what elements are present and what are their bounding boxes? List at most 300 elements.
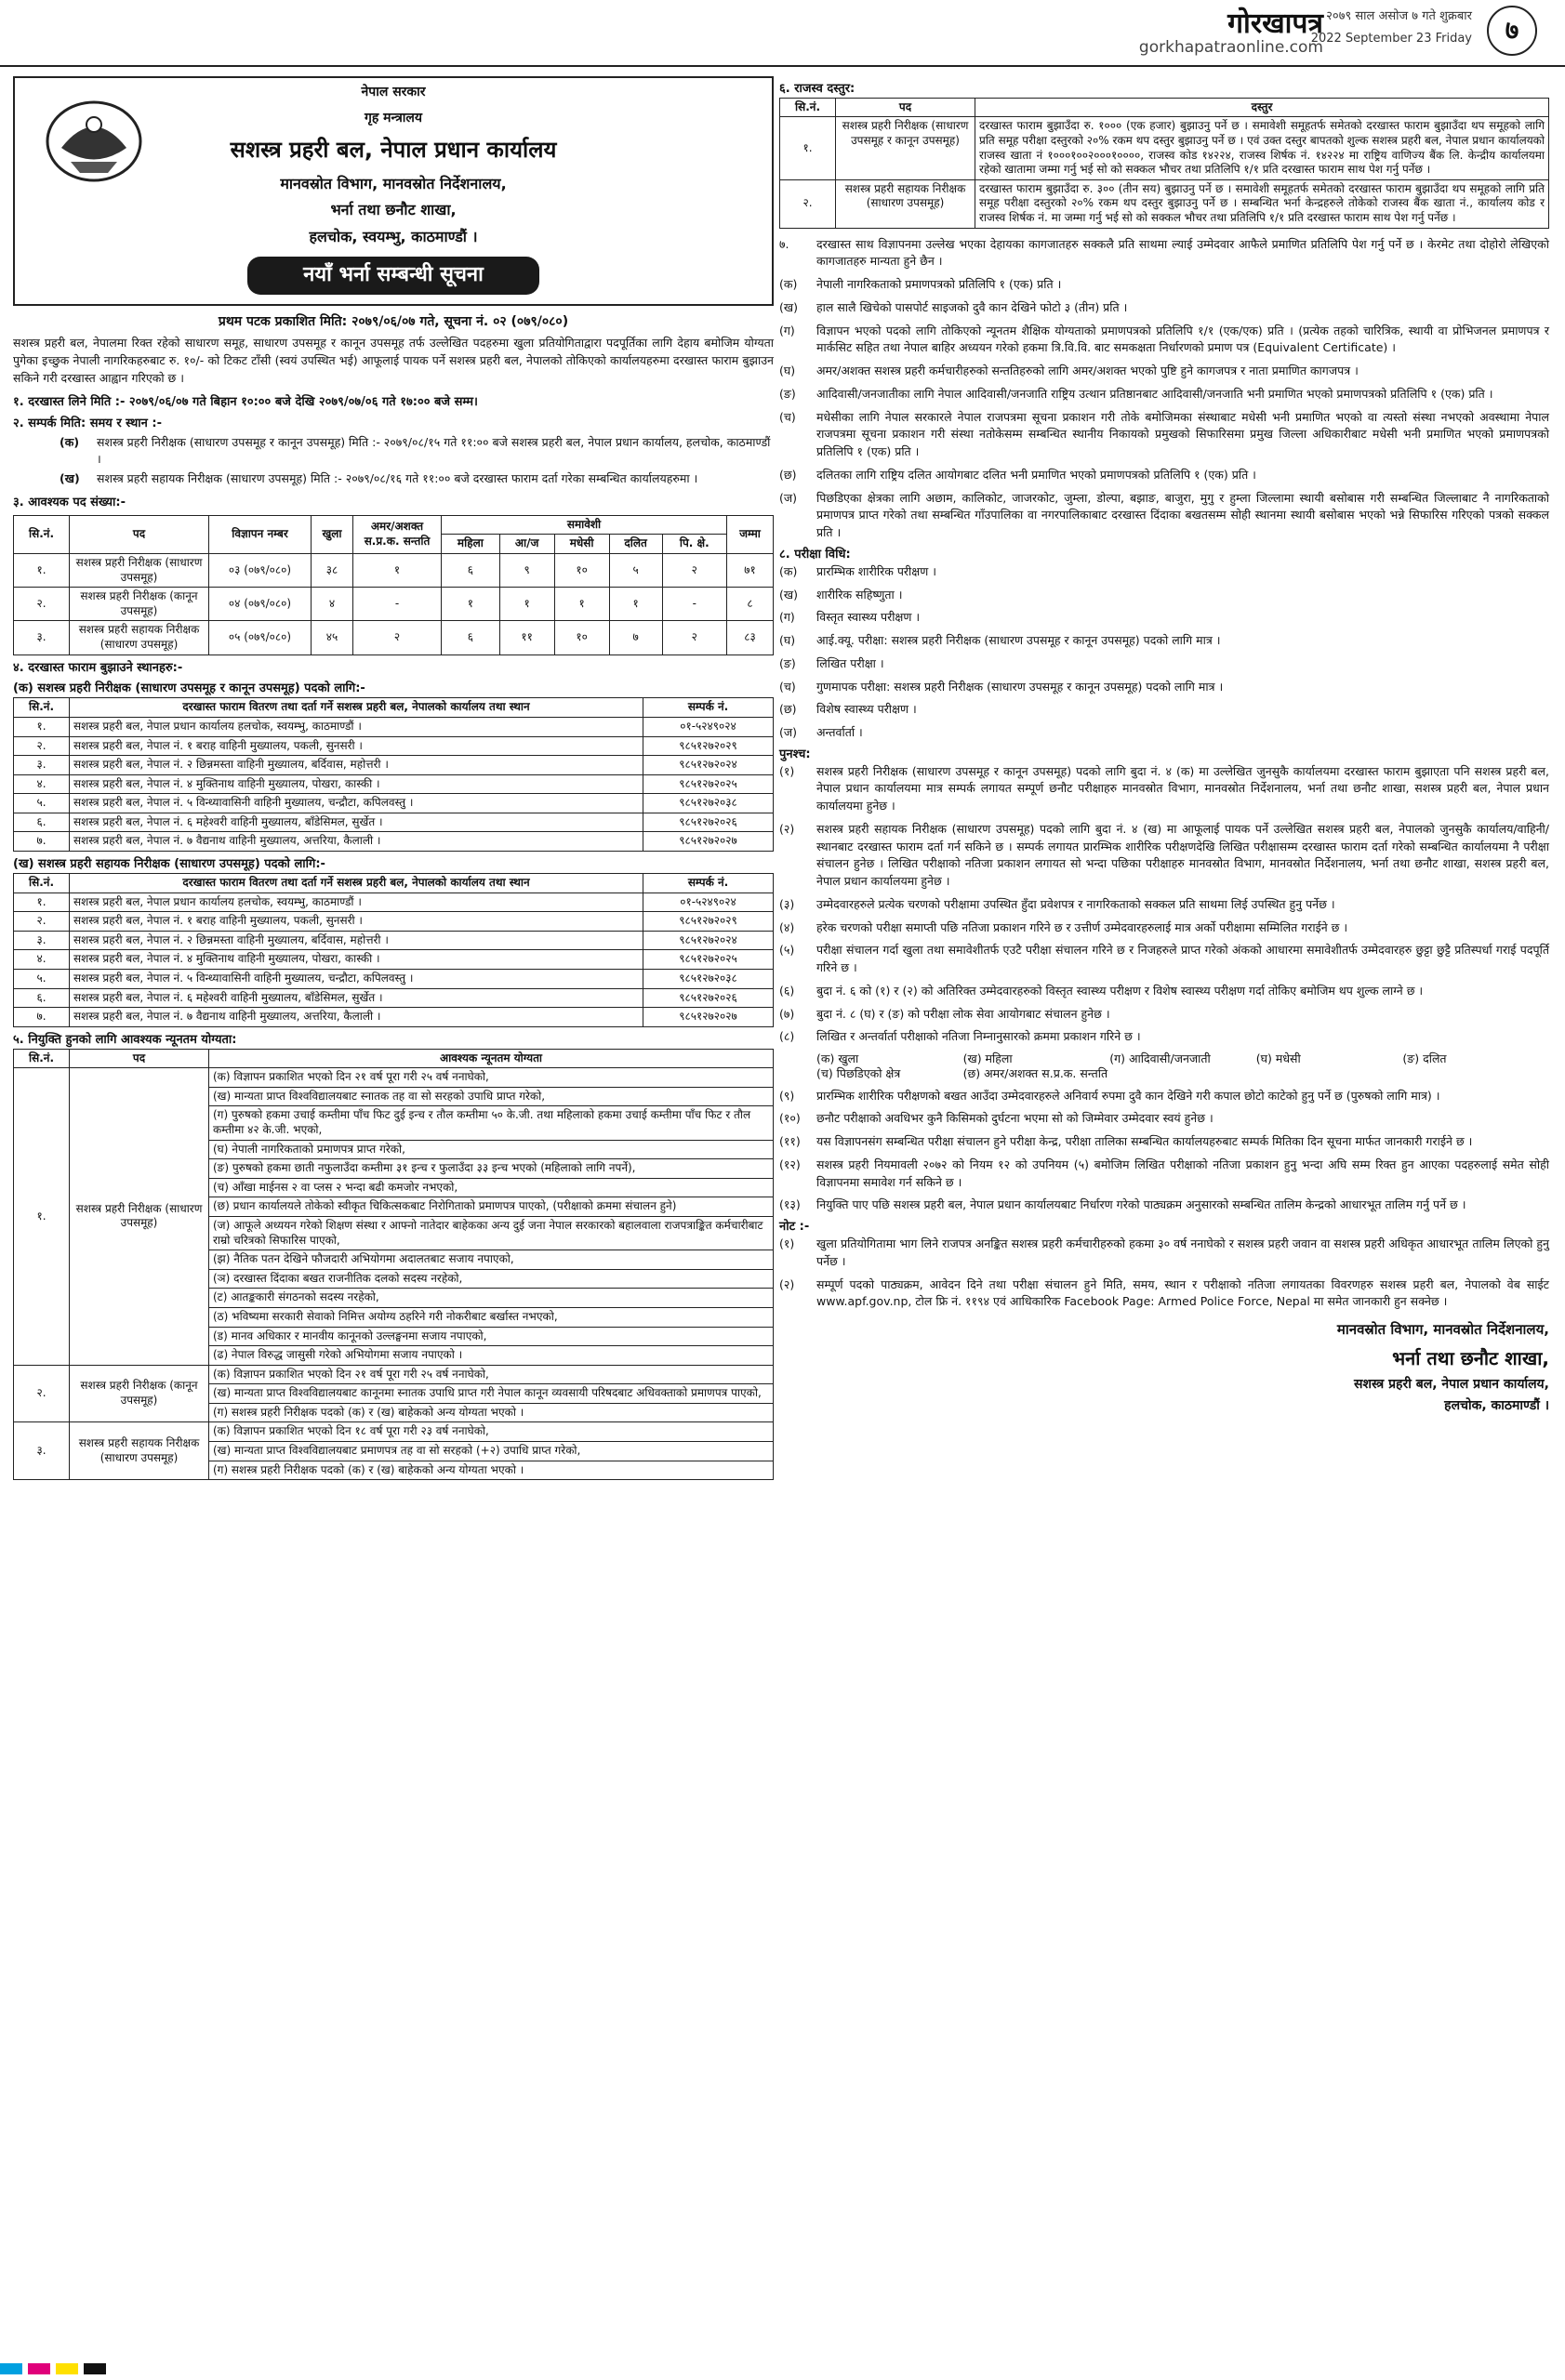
cell-contact: ९८५१२७२०३८ bbox=[643, 794, 774, 813]
item-text: अमर/अशक्त सशस्त्र प्रहरी कर्मचारीहरुको सन्ततिहरुको लागि अमर/अशक्त भएको पुष्टि हुने कागजपत्र र नाता प्रमाणित कागजपत्र । bbox=[816, 364, 1359, 378]
item-text: अन्तर्वार्ता । bbox=[816, 725, 863, 740]
cell-pi: - bbox=[662, 588, 726, 621]
list-item bbox=[779, 763, 1549, 815]
th-sn: सि.नं. bbox=[780, 98, 836, 117]
cell-contact: ०१-५२४९०२४ bbox=[643, 892, 774, 912]
cell-place: सशस्त्र प्रहरी बल, नेपाल नं. ७ वैद्यनाथ वाहिनी मुख्यालय, अत्तरिया, कैलाली । bbox=[70, 832, 643, 852]
cell-amar: २ bbox=[353, 621, 442, 654]
th-open: खुला bbox=[312, 515, 353, 553]
cell-sn: ६. bbox=[14, 988, 70, 1008]
item-text: उम्मेदवारहरुले प्रत्येक चरणको परीक्षामा उपस्थित हुँदा प्रवेशपत्र र नागरिकताको सक्कल प्रति साथमा लिई उपस्थित हुनु पर्नेछ । bbox=[816, 896, 1335, 911]
th-qual: आवश्यक न्यूनतम योग्यता bbox=[209, 1049, 774, 1068]
cell-sn: १. bbox=[14, 1068, 70, 1366]
th-inclusive: समावेशी bbox=[442, 515, 727, 535]
marker: (घ) bbox=[779, 364, 796, 378]
cell-contact: ९८५१२७२०२९ bbox=[643, 912, 774, 932]
list-item bbox=[779, 1276, 1549, 1312]
cell-place: सशस्त्र प्रहरी बल, नेपाल नं. ४ मुक्तिनाथ वाहिनी मुख्यालय, पोखरा, कास्की । bbox=[70, 950, 643, 970]
cell-post: सशस्त्र प्रहरी सहायक निरीक्षक (साधारण उपसमूह) bbox=[836, 179, 975, 228]
contact-item-b bbox=[60, 470, 774, 488]
cell-place: सशस्त्र प्रहरी बल, नेपाल नं. १ बराह वाहिनी मुख्यालय, पकली, सुनसरी । bbox=[70, 912, 643, 932]
table-row bbox=[14, 892, 774, 912]
cell-sn: २. bbox=[14, 736, 70, 756]
offices-table-a bbox=[13, 697, 774, 852]
section-6-heading: ६. राजस्व दस्तुर: bbox=[779, 82, 855, 96]
th-aj: आ/ज bbox=[499, 535, 554, 554]
list-item bbox=[779, 679, 1549, 696]
marker: (११) bbox=[779, 1134, 801, 1149]
cell-post: सशस्त्र प्रहरी निरीक्षक (कानून उपसमूह) bbox=[70, 1365, 209, 1422]
cell-aj: ९ bbox=[499, 553, 554, 587]
table-row bbox=[14, 621, 774, 654]
marker: (७) bbox=[779, 1006, 795, 1021]
item-text: विज्ञापन भएको पदको लागि तोकिएको न्यूनतम शैक्षिक योग्यताको प्रमाणपत्रको प्रतिलिपि १/१ (एक/एक) प्रति । (प्रत्येक तहको चारित्रिक, स्थायी वा प्रोभिजनल प्रमाणपत्र र मार्कसिट सहित तथा नेपाल बाहिर अध्ययन गरेको हकमा त्रि.वि.वि. बाट समकक्षता निर्धारणको प्रमाण पत्र (Equivalent Certificate) । bbox=[816, 323, 1549, 355]
marker: (ग) bbox=[779, 610, 795, 625]
cell-sn: ३. bbox=[14, 1422, 70, 1480]
newspaper-site[interactable]: gorkhapatraonline.com bbox=[1138, 38, 1323, 57]
th-sn: सि.नं. bbox=[14, 873, 70, 892]
cell-sn: १. bbox=[14, 553, 70, 587]
cell-adv: ०४ (०७९/०८०) bbox=[209, 588, 312, 621]
list-item bbox=[779, 655, 1549, 673]
cell-pi: २ bbox=[662, 553, 726, 587]
item-text: प्रारम्भिक शारीरिक परीक्षण । bbox=[816, 563, 936, 578]
item-text: मधेसीका लागि नेपाल सरकारले नेपाल राजपत्रमा सूचना प्रकाशन गरी तोके बमोजिमका संस्थाबाट मधेसी भनी प्रमाणित भएको वा त्यस्तो संस्था नभएको अवस्थामा नेपाल राजपत्रमा सूचना प्रकाशन गरी संस्था नतोकेसम्म सम्बन्धित स्थानीय निकायको प्रमुखको सिफारिसमा प्रमुख जिल्ला अधिकारीबाट मधेसी भनी प्रमाणित भएको प्रमाणपत्रको प्रतिलिपि १ (एक) प्रति । bbox=[816, 409, 1549, 459]
cell-total: ७१ bbox=[727, 553, 774, 587]
publication-date: प्रथम पटक प्रकाशित मिति: २०७९/०६/०७ गते, सूचना नं. ०२ (०७९/०८०) bbox=[218, 313, 569, 329]
documents-list bbox=[779, 276, 1549, 542]
cell-qualification: (ग) सशस्त्र प्रहरी निरीक्षक पदको (क) र (ख) बाहेकको अन्य योग्यता भएको । bbox=[209, 1403, 774, 1422]
gov-name: नेपाल सरकार bbox=[361, 85, 426, 99]
th-contact: सम्पर्क नं. bbox=[643, 873, 774, 892]
item-text: आई.क्यू. परीक्षा: सशस्त्र प्रहरी निरीक्षक (साधारण उपसमूह र कानून उपसमूह) पदको लागि मात्र । bbox=[816, 633, 1221, 648]
list-item bbox=[779, 323, 1549, 358]
cell-fee: दरखास्त फाराम बुझाउँदा रु. ३०० (तीन सय) बुझाउनु पर्ने छ । समावेशी समूहतर्फ समेतको दरखास्त फाराम बुझाउँदा थप समूहको लागि प्रति समूह परीक्षा दस्तुरको २०% रकम थप दस्तुर बुझाउनु पर्ने छ । सम्बन्धित भर्ना केन्द्रहरुले तोकेको राजस्व बैंक खाता नं., कार्यालय कोड र राजस्व शिर्षक नं. मा जम्मा गर्नु भई सो को सक्कल भौचर तथा प्रतिलिपि १/१ प्रति दरखास्त फाराम साथ पेश गर्नु पर्नेछ । bbox=[975, 179, 1549, 228]
notes-heading: पुनश्च: bbox=[779, 747, 811, 761]
note-list bbox=[779, 1236, 1549, 1311]
cell-dalit: ७ bbox=[609, 621, 662, 654]
item-text: परीक्षा संचालन गर्दा खुला तथा समावेशीतर्फ एउटै परीक्षा संचालन गरिने छ र निजहरुले प्राप्त गरेको अंकको आधारमा समावेशीतर्फ उम्मेदवारहरु छुट्टा छुट्टै प्रतिस्पर्धा गराई पदपूर्ति गरिने छ । bbox=[816, 943, 1549, 975]
list-item bbox=[779, 299, 1549, 317]
list-item bbox=[779, 942, 1549, 977]
cell-adv: ०५ (०७९/०८०) bbox=[209, 621, 312, 654]
cell-dalit: १ bbox=[609, 588, 662, 621]
cell-place: सशस्त्र प्रहरी बल, नेपाल नं. २ छिन्नमस्ता वाहिनी मुख्यालय, बर्दिवास, महोत्तरी । bbox=[70, 756, 643, 775]
marker: (३) bbox=[779, 896, 795, 911]
cell-qualification: (ख) मान्यता प्राप्त विश्वविद्यालयबाट स्नातक तह वा सो सरहको उपाधि प्राप्त गरेको, bbox=[209, 1087, 774, 1106]
cell-sn: १. bbox=[14, 717, 70, 736]
th-sn: सि.नं. bbox=[14, 698, 70, 718]
qualification-table bbox=[13, 1049, 774, 1481]
table-row bbox=[14, 1008, 774, 1027]
sign-line-1: मानवस्रोत विभाग, मानवस्रोत निर्देशनालय, bbox=[1336, 1321, 1549, 1339]
list-item bbox=[779, 632, 1549, 650]
cell-total: ८३ bbox=[727, 621, 774, 654]
cell-qualification: (ट) आतङ्ककारी संगठनको सदस्य नरहेको, bbox=[209, 1289, 774, 1308]
cell-qualification: (ख) मान्यता प्राप्त विश्वविद्यालयबाट कानूनमा स्नातक उपाधि प्राप्त गरी नेपाल कानून व्यवसायी परिषदबाट अधिवक्ताको प्रमाणपत्र पाएको, bbox=[209, 1384, 774, 1404]
cell-adv: ०३ (०७९/०८०) bbox=[209, 553, 312, 587]
section-2-heading: २. सम्पर्क मिति: समय र स्थान :- bbox=[13, 416, 162, 430]
marker: (क) bbox=[779, 277, 798, 292]
cell-place: सशस्त्र प्रहरी बल, नेपाल नं. २ छिन्नमस्ता वाहिनी मुख्यालय, बर्दिवास, महोत्तरी । bbox=[70, 931, 643, 950]
marker: (६) bbox=[779, 983, 795, 998]
th-adv: विज्ञापन नम्बर bbox=[209, 515, 312, 553]
cell-place: सशस्त्र प्रहरी बल, नेपाल नं. ५ विन्ध्यावासिनी वाहिनी मुख्यालय, चन्द्रौटा, कपिलवस्तु । bbox=[70, 794, 643, 813]
marker: (च) bbox=[779, 679, 796, 694]
note-heading: नोट :- bbox=[779, 1220, 810, 1235]
cell-contact: ९८५१२७२०२७ bbox=[643, 832, 774, 852]
item-text: यस विज्ञापनसंग सम्बन्धित परीक्षा संचालन हुने परीक्षा केन्द्र, परीक्षा तालिका सम्बन्धित कार्यालयहरुबाट सम्पर्क मितिका दिन सूचना मार्फत जानकारी गराईने छ । bbox=[816, 1134, 1473, 1149]
list-item bbox=[779, 587, 1549, 604]
fee-table bbox=[779, 98, 1549, 229]
org-branch: भर्ना तथा छनौट शाखा, bbox=[330, 201, 457, 219]
section-8-heading: ८. परीक्षा विधि: bbox=[779, 547, 851, 562]
cell-post: सशस्त्र प्रहरी निरीक्षक (साधारण उपसमूह र कानून उपसमूह) bbox=[836, 117, 975, 179]
item-text: खुला प्रतियोगितामा भाग लिने राजपत्र अनङ्कित सशस्त्र प्रहरी कर्मचारीहरुको हकमा ३० वर्ष ननाघेको र सशस्त्र प्रहरी जवान वा सशस्त्र प्रहरी अधिकृत आधारभूत तालिम लिएको हुनु पर्नेछ । bbox=[816, 1236, 1549, 1268]
ministry-name: गृह मन्त्रालय bbox=[364, 111, 423, 126]
marker: (४) bbox=[779, 919, 795, 934]
cell-aj: १ bbox=[499, 588, 554, 621]
item-text: दलितका लागि राष्ट्रिय दलित आयोगबाट दलित भनी प्रमाणित भएको प्रमाणपत्रको प्रतिलिपि १ (एक) प्रति । bbox=[816, 467, 1256, 482]
cell-place: सशस्त्र प्रहरी बल, नेपाल प्रधान कार्यालय हलचोक, स्वयम्भु, काठमाण्डौं । bbox=[70, 892, 643, 912]
item-text: प्रारम्भिक शारीरिक परीक्षणको बखत आउँदा उम्मेदवारहरुले अनिवार्य रुपमा दुवै कान देखिने गरी कपाल छोटो काटेको हुनु पर्ने छ (पुरुषको लागि मात्र) । bbox=[816, 1088, 1440, 1103]
cell-madh: १ bbox=[554, 588, 609, 621]
cell-aj: ११ bbox=[499, 621, 554, 654]
cell-sn: ३. bbox=[14, 931, 70, 950]
exam-method-list bbox=[779, 563, 1549, 742]
list-item bbox=[779, 896, 1549, 914]
sign-line-2: भर्ना तथा छनौट शाखा, bbox=[1392, 1346, 1549, 1369]
page-number: ७ bbox=[1487, 6, 1537, 56]
section-1: १. दरखास्त लिने मिति :- २०७९/०६/०७ गते बिहान १०:०० बजे देखि २०७९/०७/०६ गते १७:०० बजे सम्म। bbox=[13, 394, 478, 409]
table-row bbox=[14, 1422, 774, 1442]
th-total: जम्मा bbox=[727, 515, 774, 553]
th-post: पद bbox=[70, 1049, 209, 1068]
cell-qualification: (ठ) भविष्यमा सरकारी सेवाको निमित्त अयोग्य ठहरिने गरी नोकरीबाट बर्खास्त नभएको, bbox=[209, 1307, 774, 1327]
list-item bbox=[779, 1028, 1549, 1046]
list-item bbox=[779, 919, 1549, 937]
marker: (क) bbox=[779, 563, 798, 578]
item-text: सम्पूर्ण पदको पाठ्यक्रम, आवेदन दिने तथा परीक्षा संचालन हुने मिति, समय, स्थान र परीक्षाको नतिजा लगायतका विवरणहरु सशस्त्र प्रहरी बल, नेपालको वेब साईट www.apf.gov.np, टोल फ्रि नं. ११९४ एवं आधिकारिक Facebook Page: Armed Police Force, Nepal मा समेत जानकारी हुन सक्नेछ । bbox=[816, 1276, 1549, 1309]
black-swatch bbox=[84, 2363, 106, 2374]
contact-text: सशस्त्र प्रहरी सहायक निरीक्षक (साधारण उपसमूह) मिति :- २०७९/०८/१६ गते ११:०० बजे दरखास्त फाराम दर्ता गरेका सम्बन्धित कार्यालयहरुमा । bbox=[97, 471, 698, 486]
cell-sn: ५. bbox=[14, 794, 70, 813]
marker: ७. bbox=[779, 236, 789, 251]
th-amar: अमर/अशक्त स.प्र.क. सन्तति bbox=[353, 515, 442, 553]
date-english: 2022 September 23 Friday bbox=[1310, 32, 1472, 46]
marker: (छ) bbox=[779, 467, 797, 482]
table-row bbox=[14, 813, 774, 832]
cell-post: सशस्त्र प्रहरी निरीक्षक (कानून उपसमूह) bbox=[70, 588, 209, 621]
contact-item-a bbox=[60, 434, 774, 469]
list-item bbox=[779, 609, 1549, 627]
table-row bbox=[14, 988, 774, 1008]
cell-place: सशस्त्र प्रहरी बल, नेपाल नं. ६ महेश्वरी वाहिनी मुख्यालय, बाँडेसिमल, सुर्खेत । bbox=[70, 988, 643, 1008]
cell-open: ४५ bbox=[312, 621, 353, 654]
marker: (ङ) bbox=[779, 655, 796, 670]
item-text: बुदा नं. ८ (घ) र (ङ) को परीक्षा लोक सेवा आयोगबाट संचालन हुनेछ । bbox=[816, 1006, 1110, 1021]
cell-women: १ bbox=[442, 588, 500, 621]
table-row bbox=[780, 117, 1549, 179]
item-text: सशस्त्र प्रहरी निरीक्षक (साधारण उपसमूह र कानून उपसमूह) पदको लागि बुदा नं. ४ (क) मा उल्लेखित जुनसुकै कार्यालयमा दरखास्त फाराम बुझाएता पनि सशस्त्र प्रहरी बल, नेपाल प्रधान कार्यालयमा मात्र सम्पर्क लगायत सम्पूर्ण छनौट परीक्षाहरु मानवस्रोत विभाग, मानवस्रोत निर्देशनालय, भर्ना तथा छनौट शाखा, सशस्त्र प्रहरी बल, नेपाल प्रधान कार्यालयमा हुनेछ । bbox=[816, 763, 1549, 813]
section-5-heading: ५. नियुक्ति हुनको लागि आवश्यक न्यूनतम योग्यता: bbox=[13, 1032, 237, 1047]
item-text: सशस्त्र प्रहरी सहायक निरीक्षक (साधारण उपसमूह) पदको लागि बुदा नं. ४ (ख) मा आफूलाई पायक पर्ने उल्लेखित सशस्त्र प्रहरी बल, नेपालको जुनसुकै कार्यालय/वाहिनी/स्थानबाट दरखास्त फाराम दर्ता गर्न सकिने छ । सम्पर्क लगायत प्रारम्भिक शारीरिक परीक्षणदेखि लिखित परीक्षासम्म दरखास्त फाराम दर्ता गरेको सम्बन्धित कार्यालयमा नै परीक्षा संचालन हुनेछ । लिखित परीक्षाको नतिजा प्रकाशन लगायत सो भन्दा पछिका परीक्षाहरु मानवस्रोत विभाग, मानवस्रोत निर्देशनालय, भर्ना तथा छनौट शाखा, सशस्त्र प्रहरी बल, नेपाल प्रधान कार्यालयमा हुनेछ । bbox=[816, 821, 1549, 889]
masthead bbox=[0, 0, 1565, 67]
list-item bbox=[779, 1088, 1549, 1105]
list-item bbox=[779, 1157, 1549, 1192]
item-text: बुदा नं. ६ को (१) र (२) को अतिरिक्त उम्मेदवारहरुको विस्तृत स्वास्थ्य परीक्षण र विशेष स्वास्थ्य परीक्षण गर्दा तोकिए बमोजिम थप शुल्क लाग्ने छ । bbox=[816, 983, 1424, 998]
cell-contact: ९८५१२७२०२७ bbox=[643, 1008, 774, 1027]
item-text: लिखित र अन्तर्वार्ता परीक्षाको नतिजा निम्नानुसारको क्रममा प्रकाशन गरिने छ । bbox=[816, 1029, 1141, 1044]
marker: (ज) bbox=[779, 725, 798, 740]
category-item: (ङ) दलित bbox=[1402, 1051, 1447, 1066]
table-row bbox=[14, 1068, 774, 1088]
nepal-emblem-icon bbox=[43, 97, 145, 185]
cell-sn: ३. bbox=[14, 756, 70, 775]
cell-sn: १. bbox=[780, 117, 836, 179]
list-item bbox=[779, 1006, 1549, 1024]
marker: (८) bbox=[779, 1029, 795, 1044]
item-text: आदिवासी/जनजातीका लागि नेपाल आदिवासी/जनजाति राष्ट्रिय उत्थान प्रतिष्ठानबाट आदिवासी/जनजाति भनी प्रमाणित भएको प्रमाणपत्रको प्रतिलिपि १ (एक) प्रति । bbox=[816, 386, 1493, 401]
cell-sn: ३. bbox=[14, 621, 70, 654]
section-4a-title: (क) सशस्त्र प्रहरी निरीक्षक (साधारण उपसमूह र कानून उपसमूह) पदको लागि:- bbox=[13, 681, 365, 696]
item-text: विशेष स्वास्थ्य परीक्षण । bbox=[816, 702, 917, 717]
marker: (छ) bbox=[779, 702, 797, 717]
table-row bbox=[14, 553, 774, 587]
marker: (क) bbox=[60, 434, 80, 449]
cell-post: सशस्त्र प्रहरी निरीक्षक (साधारण उपसमूह) bbox=[70, 553, 209, 587]
cell-qualification: (छ) प्रधान कार्यालयले तोकेको स्वीकृत चिकित्सकबाट निरोगिताको प्रमाणपत्र पाएको, (परीक्षाको क्रममा संचालन हुने) bbox=[209, 1197, 774, 1217]
table-row bbox=[14, 931, 774, 950]
th-dalit: दलित bbox=[609, 535, 662, 554]
category-item: (ख) महिला bbox=[962, 1051, 1013, 1066]
table-row bbox=[14, 969, 774, 988]
cell-post: सशस्त्र प्रहरी निरीक्षक (साधारण उपसमूह) bbox=[70, 1068, 209, 1366]
cell-sn: ४. bbox=[14, 774, 70, 794]
cell-sn: ७. bbox=[14, 1008, 70, 1027]
list-item bbox=[779, 821, 1549, 891]
marker: (९) bbox=[779, 1088, 795, 1103]
table-row bbox=[14, 1365, 774, 1384]
list-item bbox=[779, 467, 1549, 484]
list-item bbox=[779, 1236, 1549, 1271]
list-item bbox=[779, 1197, 1549, 1214]
print-color-bar bbox=[0, 2358, 1565, 2380]
offices-table-b bbox=[13, 873, 774, 1027]
cell-amar: - bbox=[353, 588, 442, 621]
marker: (१३) bbox=[779, 1197, 801, 1212]
th-place: दरखास्त फाराम वितरण तथा दर्ता गर्ने सशस्त्र प्रहरी बल, नेपालको कार्यालय तथा स्थान bbox=[70, 873, 643, 892]
intro-paragraph: सशस्त्र प्रहरी बल, नेपालमा रिक्त रहेको साधारण समूह, साधारण उपसमूह र कानून उपसमूह तर्फ उल्लेखित पदहरुमा खुला प्रतियोगिताद्वारा पदपूर्तिका लागि देहाय बमोजिम योग्यता पुगेका इच्छुक नेपाली नागरिकहरुबाट रु. १०/- को टिकट टाँसी (स्वयं उपस्थित भई) आफूलाई पायक पर्ने सशस्त्र प्रहरी बल, नेपालको तोकिएको कार्यालयहरुमा दरखास्त फाराम बुझाउन सकिने गरी दरखास्त आह्वान गरिएको छ । bbox=[13, 335, 774, 386]
cell-qualification: (घ) नेपाली नागरिकताको प्रमाणपत्र प्राप्त गरेको, bbox=[209, 1140, 774, 1159]
table-row bbox=[14, 717, 774, 736]
yellow-swatch bbox=[56, 2363, 78, 2374]
table-row bbox=[780, 179, 1549, 228]
marker: (२) bbox=[779, 1276, 795, 1291]
list-item bbox=[779, 701, 1549, 719]
list-item bbox=[779, 386, 1549, 403]
posts-table bbox=[13, 515, 774, 655]
cell-dalit: ५ bbox=[609, 553, 662, 587]
category-row bbox=[779, 1051, 1549, 1066]
th-sn: सि.नं. bbox=[14, 1049, 70, 1068]
cell-sn: २. bbox=[14, 588, 70, 621]
list-item bbox=[779, 409, 1549, 461]
org-dept: मानवस्रोत विभाग, मानवस्रोत निर्देशनालय, bbox=[280, 174, 507, 192]
marker: (५) bbox=[779, 943, 795, 958]
list-item bbox=[779, 563, 1549, 581]
table-row bbox=[14, 912, 774, 932]
cell-contact: ९८५१२७२०२४ bbox=[643, 931, 774, 950]
marker: (च) bbox=[779, 409, 796, 424]
cell-contact: ९८५१२७२०२६ bbox=[643, 813, 774, 832]
cell-contact: ९८५१२७२०२५ bbox=[643, 950, 774, 970]
org-name: सशस्त्र प्रहरी बल, नेपाल प्रधान कार्यालय bbox=[230, 137, 557, 164]
cell-qualification: (ङ) पुरुषको हकमा छाती नफुलाउँदा कम्तीमा ३१ इन्च र फुलाउँदा ३३ इन्च भएको (महिलाको लागि नपर्ने), bbox=[209, 1159, 774, 1179]
cell-sn: २. bbox=[780, 179, 836, 228]
magenta-swatch bbox=[28, 2363, 50, 2374]
list-item bbox=[779, 490, 1549, 542]
cell-contact: ९८५१२७२०२५ bbox=[643, 774, 774, 794]
cyan-swatch bbox=[0, 2363, 22, 2374]
cell-qualification: (ढ) नेपाल विरुद्ध जासुसी गरेको अभियोगमा सजाय नपाएको । bbox=[209, 1346, 774, 1366]
marker: (ज) bbox=[779, 490, 798, 505]
cell-sn: ७. bbox=[14, 832, 70, 852]
th-post: पद bbox=[70, 515, 209, 553]
th-place: दरखास्त फाराम वितरण तथा दर्ता गर्ने सशस्त्र प्रहरी बल, नेपालको कार्यालय तथा स्थान bbox=[70, 698, 643, 718]
table-row bbox=[14, 794, 774, 813]
marker: (ग) bbox=[779, 323, 795, 337]
cell-qualification: (क) विज्ञापन प्रकाशित भएको दिन २१ वर्ष पूरा गरी २५ वर्ष ननाघेको, bbox=[209, 1068, 774, 1088]
cell-madh: १० bbox=[554, 553, 609, 587]
cell-total: ८ bbox=[727, 588, 774, 621]
th-contact: सम्पर्क नं. bbox=[643, 698, 774, 718]
table-row bbox=[14, 774, 774, 794]
section-7-intro bbox=[779, 236, 1549, 271]
marker: (ख) bbox=[779, 587, 798, 602]
cell-qualification: (क) विज्ञापन प्रकाशित भएको दिन २१ वर्ष पूरा गरी २५ वर्ष ननाघेको, bbox=[209, 1365, 774, 1384]
cell-sn: ६. bbox=[14, 813, 70, 832]
item-text: नेपाली नागरिकताको प्रमाणपत्रको प्रतिलिपि १ (एक) प्रति । bbox=[816, 277, 1062, 292]
cell-place: सशस्त्र प्रहरी बल, नेपाल नं. ५ विन्ध्यावासिनी वाहिनी मुख्यालय, चन्द्रौटा, कपिलवस्तु । bbox=[70, 969, 643, 988]
table-row bbox=[14, 832, 774, 852]
item-text: लिखित परीक्षा । bbox=[816, 655, 884, 670]
cell-sn: ४. bbox=[14, 950, 70, 970]
cell-open: ४ bbox=[312, 588, 353, 621]
cell-contact: ९८५१२७२०२९ bbox=[643, 736, 774, 756]
left-column bbox=[13, 76, 774, 1480]
cell-sn: २. bbox=[14, 1365, 70, 1422]
item-text: गुणमापक परीक्षा: सशस्त्र प्रहरी निरीक्षक (साधारण उपसमूह र कानून उपसमूह) पदको लागि मात्र । bbox=[816, 679, 1224, 694]
cell-qualification: (झ) नैतिक पतन देखिने फौजदारी अभियोगमा अदालतबाट सजाय नपाएको, bbox=[209, 1250, 774, 1270]
marker: (१) bbox=[779, 763, 795, 778]
marker: (ख) bbox=[60, 471, 80, 486]
item-text: विस्तृत स्वास्थ्य परीक्षण । bbox=[816, 610, 921, 625]
cell-qualification: (ख) मान्यता प्राप्त विश्वविद्यालयबाट प्रमाणपत्र तह वा सो सरहको (+२) उपाधि प्राप्त गरेको, bbox=[209, 1442, 774, 1461]
th-fee: दस्तुर bbox=[975, 98, 1549, 117]
cell-place: सशस्त्र प्रहरी बल, नेपाल नं. ४ मुक्तिनाथ वाहिनी मुख्यालय, पोखरा, कास्की । bbox=[70, 774, 643, 794]
cell-madh: १० bbox=[554, 621, 609, 654]
cell-contact: ९८५१२७२०३८ bbox=[643, 969, 774, 988]
marker: (घ) bbox=[779, 633, 796, 648]
table-row bbox=[14, 736, 774, 756]
list-item bbox=[779, 363, 1549, 380]
date-nepali: २०७९ साल असोज ७ गते शुक्रबार bbox=[1326, 9, 1472, 23]
list-item bbox=[779, 276, 1549, 294]
cell-amar: १ bbox=[353, 553, 442, 587]
list-item bbox=[779, 983, 1549, 1000]
cell-sn: १. bbox=[14, 892, 70, 912]
item-text: छनौट परीक्षाको अवधिभर कुनै किसिमको दुर्घटना भएमा सो को जिम्मेवार उम्मेदवार स्वयं हुनेछ । bbox=[816, 1111, 1214, 1126]
cell-place: सशस्त्र प्रहरी बल, नेपाल नं. १ बराह वाहिनी मुख्यालय, पकली, सुनसरी । bbox=[70, 736, 643, 756]
notes-list-2 bbox=[779, 1088, 1549, 1215]
cell-qualification: (ग) सशस्त्र प्रहरी निरीक्षक पदको (क) र (ख) बाहेकको अन्य योग्यता भएको । bbox=[209, 1461, 774, 1480]
category-item: (छ) अमर/अशक्त स.प्र.क. सन्तति bbox=[962, 1066, 1108, 1081]
list-item bbox=[779, 724, 1549, 742]
cell-qualification: (ड) मानव अधिकार र मानवीय कानूनको उल्लङ्घनमा सजाय नपाएको, bbox=[209, 1327, 774, 1346]
marker: (२) bbox=[779, 821, 795, 836]
th-women: महिला bbox=[442, 535, 500, 554]
th-sn: सि.नं. bbox=[14, 515, 70, 553]
cell-place: सशस्त्र प्रहरी बल, नेपाल प्रधान कार्यालय हलचोक, स्वयम्भु, काठमाण्डौं । bbox=[70, 717, 643, 736]
cell-place: सशस्त्र प्रहरी बल, नेपाल नं. ६ महेश्वरी वाहिनी मुख्यालय, बाँडेसिमल, सुर्खेत । bbox=[70, 813, 643, 832]
cell-pi: २ bbox=[662, 621, 726, 654]
cell-qualification: (ञ) दरखास्त दिंदाका बखत राजनीतिक दलको सदस्य नरहेको, bbox=[209, 1269, 774, 1289]
section-4b-title: (ख) सशस्त्र प्रहरी सहायक निरीक्षक (साधारण उपसमूह) पदको लागि:- bbox=[13, 857, 325, 872]
cell-women: ६ bbox=[442, 621, 500, 654]
cell-post: सशस्त्र प्रहरी सहायक निरीक्षक (साधारण उपसमूह) bbox=[70, 621, 209, 654]
item-text: नियुक्ति पाए पछि सशस्त्र प्रहरी बल, नेपाल प्रधान कार्यालयबाट निर्धारण गरेको पाठ्यक्रम अनुसारको सम्बन्धित तालिम केन्द्रको आधारभूत तालिम गर्नु पर्ने छ । bbox=[816, 1197, 1466, 1212]
item-text: सशस्त्र प्रहरी नियमावली २०७२ को नियम १२ को उपनियम (५) बमोजिम लिखित परीक्षाको नतिजा प्रकाशन हुनु भन्दा अघि सम्म रिक्त हुन आएका पदहरुलाई समेत सोही विज्ञापनमा समावेश गर्न सकिने छ । bbox=[816, 1157, 1549, 1189]
marker: (ङ) bbox=[779, 386, 796, 401]
newspaper-title: गोरखापत्र bbox=[1227, 7, 1323, 40]
contact-text: सशस्त्र प्रहरी निरीक्षक (साधारण उपसमूह र कानून उपसमूह) मिति :- २०७९/०८/१५ गते ११:०० बजे सशस्त्र प्रहरी बल, नेपाल प्रधान कार्यालय, हलचोक, काठमाण्डौं । bbox=[97, 434, 771, 467]
section-7-text: दरखास्त साथ विज्ञापनमा उल्लेख भएका देहायका कागजातहरु सक्कलै प्रति साथमा ल्याई उम्मेदवार आफैले प्रमाणित प्रतिलिपि पेश गर्नु पर्ने छ । केरमेट तथा दोहोरो लेखिएको कागजातहरु मान्यता हुने छैन । bbox=[816, 236, 1549, 269]
category-item: (ग) आदिवासी/जनजाती bbox=[1109, 1051, 1211, 1066]
org-header bbox=[13, 76, 774, 306]
table-row bbox=[14, 756, 774, 775]
cell-open: ३८ bbox=[312, 553, 353, 587]
category-row-2 bbox=[779, 1066, 1549, 1081]
cell-contact: ९८५१२७२०२६ bbox=[643, 988, 774, 1008]
category-item: (च) पिछडिएको क्षेत्र bbox=[816, 1066, 901, 1081]
cell-post: सशस्त्र प्रहरी सहायक निरीक्षक (साधारण उपसमूह) bbox=[70, 1422, 209, 1480]
cell-qualification: (ज) आफूले अध्ययन गरेको शिक्षण संस्था र आफ्नो नातेदार बाहेकका अन्य दुई जना नेपाल सरकारको बहालवाला राजपत्राङ्कित कर्मचारीबाट राम्रो चरित्रको सिफारिस पाएको, bbox=[209, 1216, 774, 1250]
cell-women: ६ bbox=[442, 553, 500, 587]
marker: (१) bbox=[779, 1236, 795, 1251]
cell-qualification: (क) विज्ञापन प्रकाशित भएको दिन १८ वर्ष पूरा गरी २३ वर्ष ननाघेको, bbox=[209, 1422, 774, 1442]
th-madhesi: मधेसी bbox=[554, 535, 609, 554]
right-column bbox=[779, 76, 1549, 1418]
section-3-heading: ३. आवश्यक पद संख्या:- bbox=[13, 495, 126, 509]
list-item bbox=[779, 1133, 1549, 1151]
org-address: हलचोक, स्वयम्भु, काठमाण्डौं । bbox=[309, 228, 478, 246]
th-post: पद bbox=[836, 98, 975, 117]
item-text: हरेक चरणको परीक्षा समाप्ती पछि नतिजा प्रकाशन गरिने छ र उत्तीर्ण उम्मेदवारहरुलाई मात्र अर्को परीक्षामा सम्मिलित गराईने छ । bbox=[816, 919, 1348, 934]
cell-contact: ९८५१२७२०२४ bbox=[643, 756, 774, 775]
item-text: हाल सालै खिचेको पासपोर्ट साइजको दुवै कान देखिने फोटो ३ (तीन) प्रति । bbox=[816, 299, 1128, 314]
notice-banner: नयाँ भर्ना सम्बन्धी सूचना bbox=[247, 257, 539, 295]
list-item bbox=[779, 1110, 1549, 1128]
table-row bbox=[14, 950, 774, 970]
category-item: (क) खुला bbox=[816, 1051, 859, 1066]
cell-place: सशस्त्र प्रहरी बल, नेपाल नं. ७ वैद्यनाथ वाहिनी मुख्यालय, अत्तरिया, कैलाली । bbox=[70, 1008, 643, 1027]
marker: (१०) bbox=[779, 1111, 801, 1126]
marker: (ख) bbox=[779, 299, 798, 314]
notes-list bbox=[779, 763, 1549, 1047]
th-pi: पि. क्षे. bbox=[662, 535, 726, 554]
table-row bbox=[14, 588, 774, 621]
